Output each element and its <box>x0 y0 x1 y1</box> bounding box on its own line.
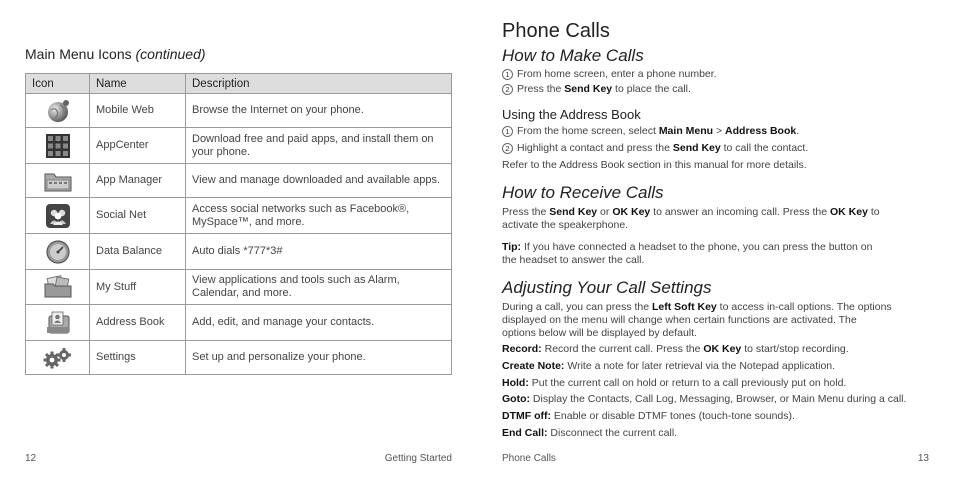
row-name: Social Net <box>90 198 186 234</box>
heading-make-calls: How to Make Calls <box>502 46 644 65</box>
row-description: Set up and personalize your phone. <box>186 341 452 375</box>
row-name: App Manager <box>90 164 186 198</box>
main-menu-icons-table <box>25 73 452 375</box>
make-calls-step-1: 1 From home screen, enter a phone number. <box>502 68 932 81</box>
heading-address-book: Using the Address Book <box>502 107 641 122</box>
option-create-note: Create Note: Write a note for later retrieval via the Notepad application. <box>502 360 836 372</box>
make-calls-step-2: 2 Press the Send Key to place the call. <box>502 83 932 96</box>
step-number: 1 <box>502 69 513 80</box>
table-row <box>26 128 452 164</box>
globe-icon <box>45 98 71 124</box>
address-book-step-2: 2 Highlight a contact and press the Send Key to call the contact. <box>502 142 932 155</box>
table-row <box>26 94 452 128</box>
row-description: Add, edit, and manage your contacts. <box>186 305 452 341</box>
option-dtmf-off: DTMF off: Enable or disable DTMF tones (touch-tone sounds). <box>502 410 795 422</box>
header-description: Description <box>186 74 452 94</box>
footer-section-name: Getting Started <box>384 453 452 464</box>
gears-icon <box>43 347 73 369</box>
row-name: AppCenter <box>90 128 186 164</box>
header-name: Name <box>90 74 186 94</box>
option-goto: Goto: Display the Contacts, Call Log, Messaging, Browser, or Main Menu during a call. <box>502 393 907 405</box>
row-name: Data Balance <box>90 234 186 270</box>
header-icon: Icon <box>26 74 90 94</box>
folder-icon <box>43 169 73 193</box>
step-number: 2 <box>502 84 513 95</box>
page-title: Phone Calls <box>502 20 610 42</box>
footer-section-name: Phone Calls <box>502 453 556 464</box>
table-row <box>26 270 452 305</box>
row-description: Access social networks such as Facebook®, MySpace™, and more. <box>186 198 452 234</box>
app-grid-icon <box>45 133 71 159</box>
receive-calls-tip: Tip: If you have connected a headset to the phone, you can press the button on the headset to answer the call. <box>502 241 873 266</box>
table-row <box>26 164 452 198</box>
address-book-icon <box>44 310 72 336</box>
option-hold: Hold: Put the current call on hold or return to a call previously put on hold. <box>502 377 847 389</box>
receive-calls-text: Press the Send Key or OK Key to answer an incoming call. Press the OK Key to activate the speakerphone. <box>502 206 880 231</box>
option-record: Record: Record the current call. Press the OK Key to start/stop recording. <box>502 343 849 355</box>
heading-call-settings: Adjusting Your Call Settings <box>502 278 712 297</box>
option-end-call: End Call: Disconnect the current call. <box>502 427 678 439</box>
page-number: 13 <box>917 453 929 464</box>
table-row <box>26 234 452 270</box>
table-row <box>26 305 452 341</box>
row-name: My Stuff <box>90 270 186 305</box>
section-title: Main Menu Icons (continued) <box>25 46 206 62</box>
call-settings-intro: During a call, you can press the Left Soft Key to access in-call options. The options displayed on the menu will change when certain functions are activated. The options below will be displayed by default. <box>502 301 892 339</box>
row-description: View applications and tools such as Alarm, Calendar, and more. <box>186 270 452 305</box>
address-book-note: Refer to the Address Book section in this manual for more details. <box>502 159 807 171</box>
row-name: Address Book <box>90 305 186 341</box>
stuff-folder-icon <box>43 275 73 299</box>
step-number: 1 <box>502 126 513 137</box>
table-row <box>26 341 452 375</box>
social-people-icon <box>45 203 71 229</box>
table-row <box>26 198 452 234</box>
table-header-row <box>26 74 452 94</box>
step-number: 2 <box>502 143 513 154</box>
row-name: Mobile Web <box>90 94 186 128</box>
row-name: Settings <box>90 341 186 375</box>
row-description: Browse the Internet on your phone. <box>186 94 452 128</box>
address-book-step-1: 1 From the home screen, select Main Menu > Address Book. <box>502 125 932 138</box>
gauge-icon <box>45 239 71 265</box>
right-page <box>477 0 954 477</box>
heading-receive-calls: How to Receive Calls <box>502 183 664 202</box>
row-description: Download free and paid apps, and install them on your phone. <box>186 128 452 164</box>
row-description: View and manage downloaded and available apps. <box>186 164 452 198</box>
page-number: 12 <box>25 453 37 464</box>
row-description: Auto dials *777*3# <box>186 234 452 270</box>
